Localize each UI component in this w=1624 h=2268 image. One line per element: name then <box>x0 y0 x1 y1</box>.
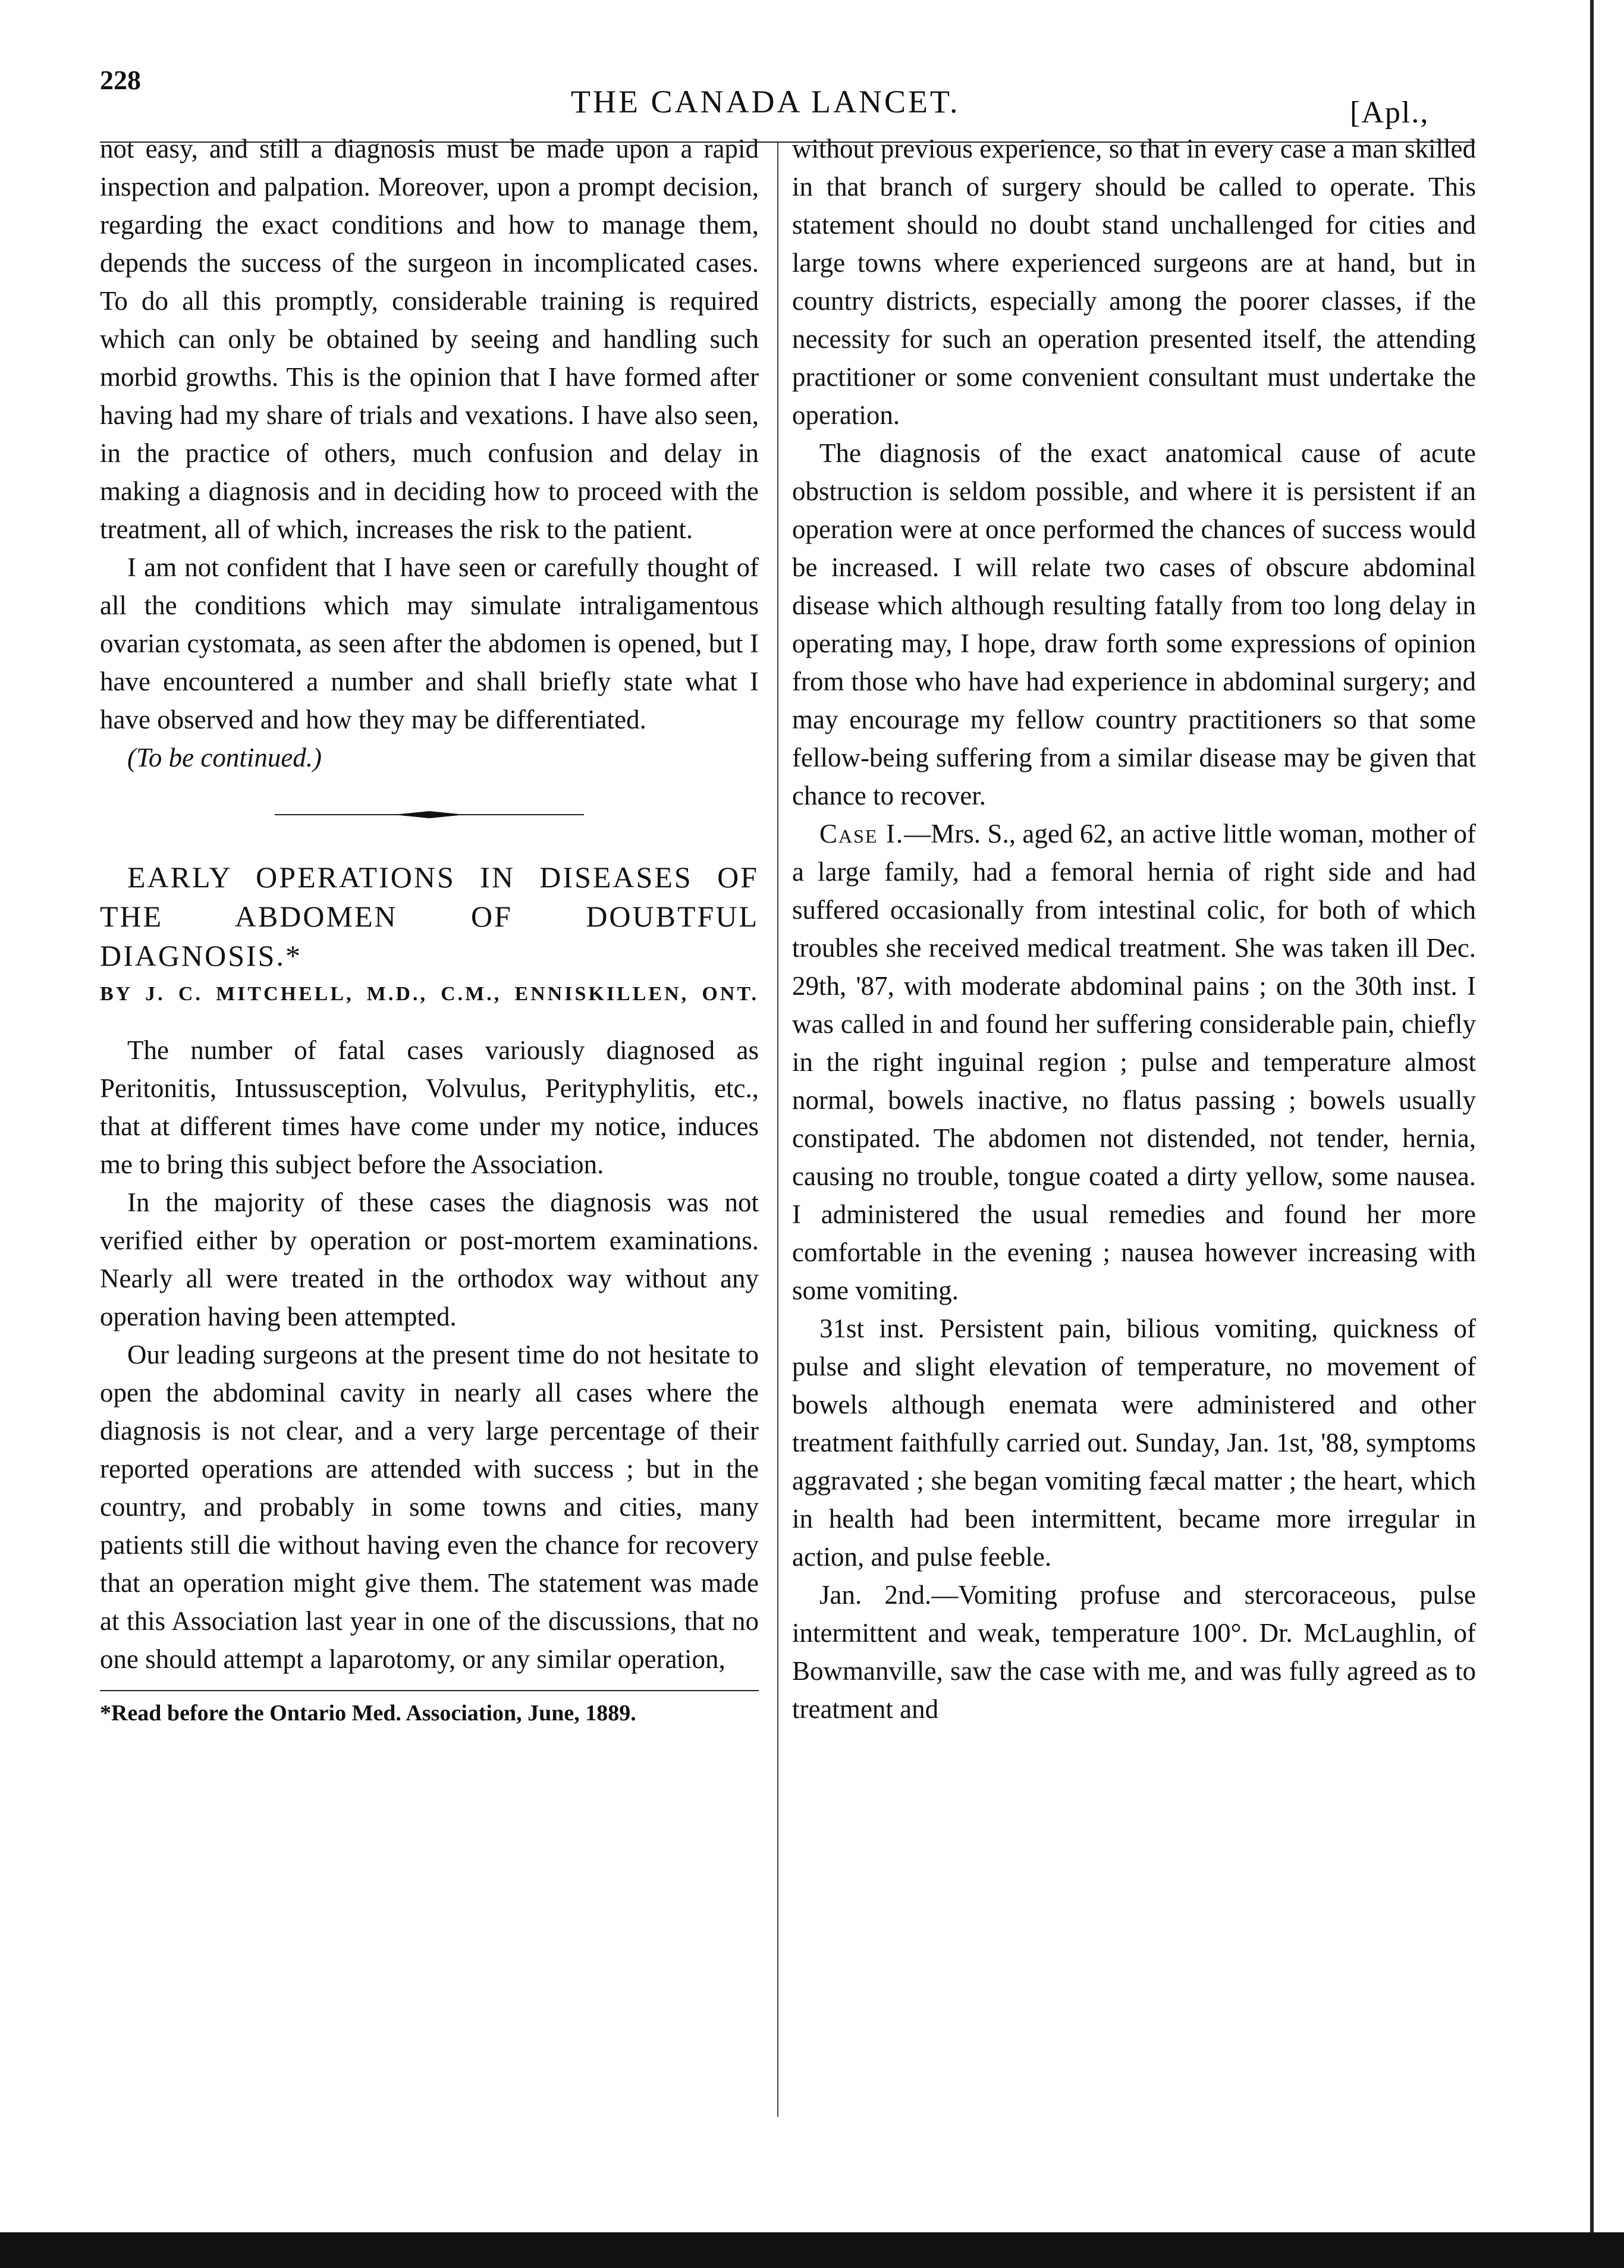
paragraph: I am not confident that I have seen or carefully thought of all the conditions which may simulate intraligamentous ovarian cystomata, as seen after the abdomen is opened, but I have encountered a number and shall briefly state what I have observed and how they may be differentiated. <box>100 552 759 734</box>
page-edge-line <box>1590 0 1594 2236</box>
footnote: *Read before the Ontario Med. Association, June, 1889. <box>100 1701 636 1726</box>
section-divider-ornament <box>275 808 584 822</box>
column-separator <box>777 143 778 2117</box>
running-head: THE CANADA LANCET. <box>571 84 960 120</box>
right-column <box>792 130 1476 2116</box>
paragraph: 31st inst. Persistent pain, bilious vomiting, quickness of pulse and slight elevation of temperature, no movement of bowels although enemata were administered and other treatment faithfully carried out. Sunday, Jan. 1st, '88, symptoms aggravated ; she began vomiting fæcal matter ; the heart, which in health had been intermittent, became more irregular in action, and pulse feeble. <box>792 1314 1476 1572</box>
footnote-rule <box>100 1690 759 1691</box>
paragraph: Our leading surgeons at the present time do not hesitate to open the abdominal cavity in nearly all cases where the diagnosis is not clear, and a very large percentage of their reported operations are attended with success ; but in the country, and probably in some towns and cities, many patients still die without having even the chance for recovery that an operation might give them. The statement was made at this Association last year in one of the discussions, that no one should attempt a laparotomy, or any similar operation, <box>100 1340 759 1674</box>
bottom-scan-border <box>0 2232 1624 2268</box>
left-column <box>100 130 759 2056</box>
paragraph: without previous experience, so that in every case a man skilled in that branch of surgery should be called to operate. This statement should no doubt stand unchallenged for cities and large towns where experienced surgeons are at hand, but in country districts, especially among the poorer classes, if the necessity for such an operation presented itself, the attending practitioner or some convenient consultant must undertake the operation. <box>792 134 1476 430</box>
page-number: 228 <box>100 65 141 95</box>
paragraph: The diagnosis of the exact anatomical cause of acute obstruction is seldom possible, and where it is persistent if an operation were at once performed the chances of success would be increased. I will relate two cases of obscure abdominal disease which although resulting fatally from too long delay in operating may, I hope, draw forth some expressions of opinion from those who have had experience in abdominal surgery; and may encourage my fellow country practitioners so that some fellow-being suffering from a similar disease may be given that chance to recover. <box>792 438 1476 811</box>
continued-note: (To be continued.) <box>127 743 322 772</box>
case-text: —Mrs. S., aged 62, an active little woman, mother of a large family, had a femoral hernia of right side and had suffered occasionally from intestinal colic, for both of which troubles she received medical treatment. She was taken ill Dec. 29th, '87, with moderate abdominal pains ; on the 30th inst. I was called in and found her suffering considerable pain, chiefly in the right inguinal region ; pulse and temperature almost normal, bowels inactive, no flatus passing ; bowels usually constipated. The abdomen not distended, not tender, hernia, causing no trouble, tongue coated a dirty yellow, some nausea. I administered the usual remedies and found her more comfortable in the evening ; nausea however increasing with some vomiting. <box>792 819 1477 1305</box>
case-label: Case I. <box>819 819 904 849</box>
paragraph: The number of fatal cases variously diagnosed as Peritonitis, Intussusception, Volvulus, Perityphylitis, etc., that at different times have come under my notice, induces me to bring this subject before the Association. <box>100 1035 759 1179</box>
paragraph: In the majority of these cases the diagnosis was not verified either by operation or post-mortem examinations. Nearly all were treated in the orthodox way without any operation having been attempted. <box>100 1188 759 1331</box>
article-title: EARLY OPERATIONS IN DISEASES OF THE ABDOMEN OF DOUBTFUL DIAGNOSIS.* <box>100 860 759 972</box>
paragraph: Jan. 2nd.—Vomiting profuse and stercoraceous, pulse intermittent and weak, temperature 100°. Dr. McLaughlin, of Bowmanville, saw the case with me, and was fully agreed as to treatment and <box>792 1580 1476 1724</box>
case-paragraph <box>792 815 1476 1309</box>
issue-month: [Apl., <box>1350 96 1430 130</box>
opening-paragraph: not easy, and still a diagnosis must be made upon a rapid inspection and palpation. Moreover, upon a prompt decision, regarding the exact conditions and how to manage them, depends the success of the surgeon in incomplicated cases. To do all this promptly, considerable training is required which can only be obtained by seeing and handling such morbid growths. This is the opinion that I have formed after having had my share of trials and vexations. I have also seen, in the practice of others, much confusion and delay in making a diagnosis and in deciding how to proceed with the treatment, all of which, increases the risk to the patient. <box>100 134 759 544</box>
author-byline: BY J. C. MITCHELL, M.D., C.M., ENNISKILLEN, ONT. <box>100 983 759 1005</box>
